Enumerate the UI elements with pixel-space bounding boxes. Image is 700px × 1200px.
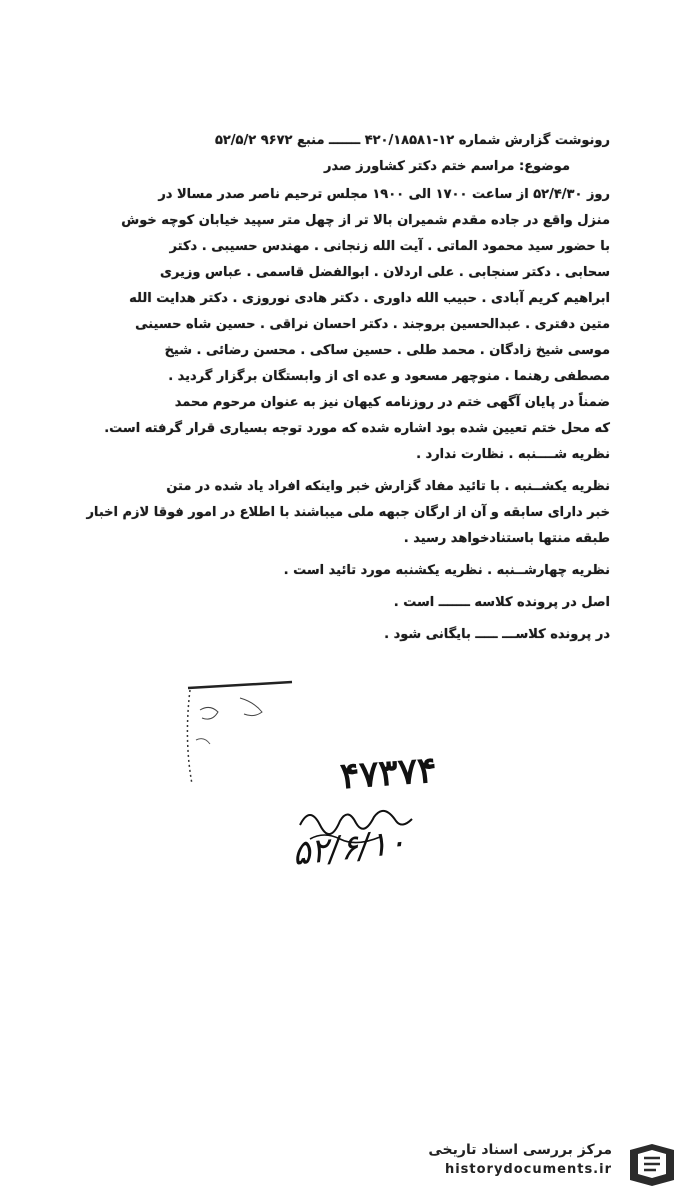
- body-line: متین دفتری . عبدالحسین بروجند . دکتر احسان نراقی . حسین شاه حسینی: [135, 317, 610, 332]
- subject-line: موضوع: مراسم ختم دکتر کشاورز صدر: [324, 159, 570, 174]
- body-line: مصطفی رهنما . منوچهر مسعود و عده ای از وابستگان برگزار گردید .: [168, 369, 610, 384]
- body-line: روز ۵۲/۴/۳۰ از ساعت ۱۷۰۰ الی ۱۹۰۰ مجلس ترحیم ناصر صدر مسالا در: [158, 187, 610, 202]
- body-line: با حضور سید محمود الماتی . آیت الله زنجانی . مهندس حسیبی . دکتر: [169, 239, 610, 254]
- opinion-sunday-line: طبقه منتها باستنادخواهد رسید .: [403, 531, 610, 546]
- body-line: منزل واقع در جاده مقدم شمیران بالا تر از چهل متر سپید خیابان کوچه خوش: [121, 213, 610, 228]
- opinion-sunday-line: نظریه یکشــنبه . با تائید مفاد گزارش خبر واینکه افراد یاد شده در متن: [166, 479, 610, 494]
- handwritten-margin-mark: [180, 680, 300, 790]
- handwritten-date: ۵۲/۶/۱۰: [290, 822, 408, 874]
- footer-title: مرکز بررسی اسناد تاریخی: [428, 1142, 612, 1158]
- original-file-note: اصل در پرونده کلاسه ـــــــ است .: [393, 595, 610, 610]
- archive-footer: [382, 1138, 682, 1190]
- body-line: سحابی . دکتر سنجابی . علی اردلان . ابوالفضل قاسمی . عباس وزیری: [160, 265, 610, 280]
- body-line: موسی شیخ زادگان . محمد طلی . حسین ساکی . محسن رضائی . شیخ: [164, 343, 610, 358]
- archive-logo-icon: [626, 1140, 678, 1188]
- opinion-sunday-line: خبر دارای سابقه و آن از ارگان جبهه ملی میباشند با اطلاع در امور فوقا لازم اخبار: [86, 505, 610, 520]
- document-body: [80, 130, 610, 648]
- body-line: که محل ختم تعیین شده بود اشاره شده که مورد توجه بسیاری قرار گرفته است.: [104, 421, 610, 436]
- opinion-wednesday: نظریه چهارشــنبه . نظریه یکشنبه مورد تائید است .: [283, 563, 610, 578]
- stamp-number: ۴۷۳۷۴: [338, 748, 439, 798]
- footer-text: [428, 1142, 612, 1177]
- report-header-line: رونوشت گزارش شماره ۱۲-۴۲۰/۱۸۵۸۱ ـــــــ منبع ۹۶۷۲ ۵۲/۵/۲: [214, 133, 610, 148]
- body-line: ضمناً در پایان آگهی ختم در روزنامه کیهان نیز به عنوان مرحوم محمد: [174, 395, 610, 410]
- footer-url[interactable]: historydocuments.ir: [444, 1162, 612, 1177]
- archive-note: در پرونده کلاســـ ـــــ بایگانی شود .: [384, 627, 610, 642]
- opinion-saturday: نظریه شــــنبه . نظارت ندارد .: [416, 447, 610, 462]
- body-line: ابراهیم کریم آبادی . حبیب الله داوری . دکتر هادی نوروزی . دکتر هدایت الله: [129, 291, 610, 306]
